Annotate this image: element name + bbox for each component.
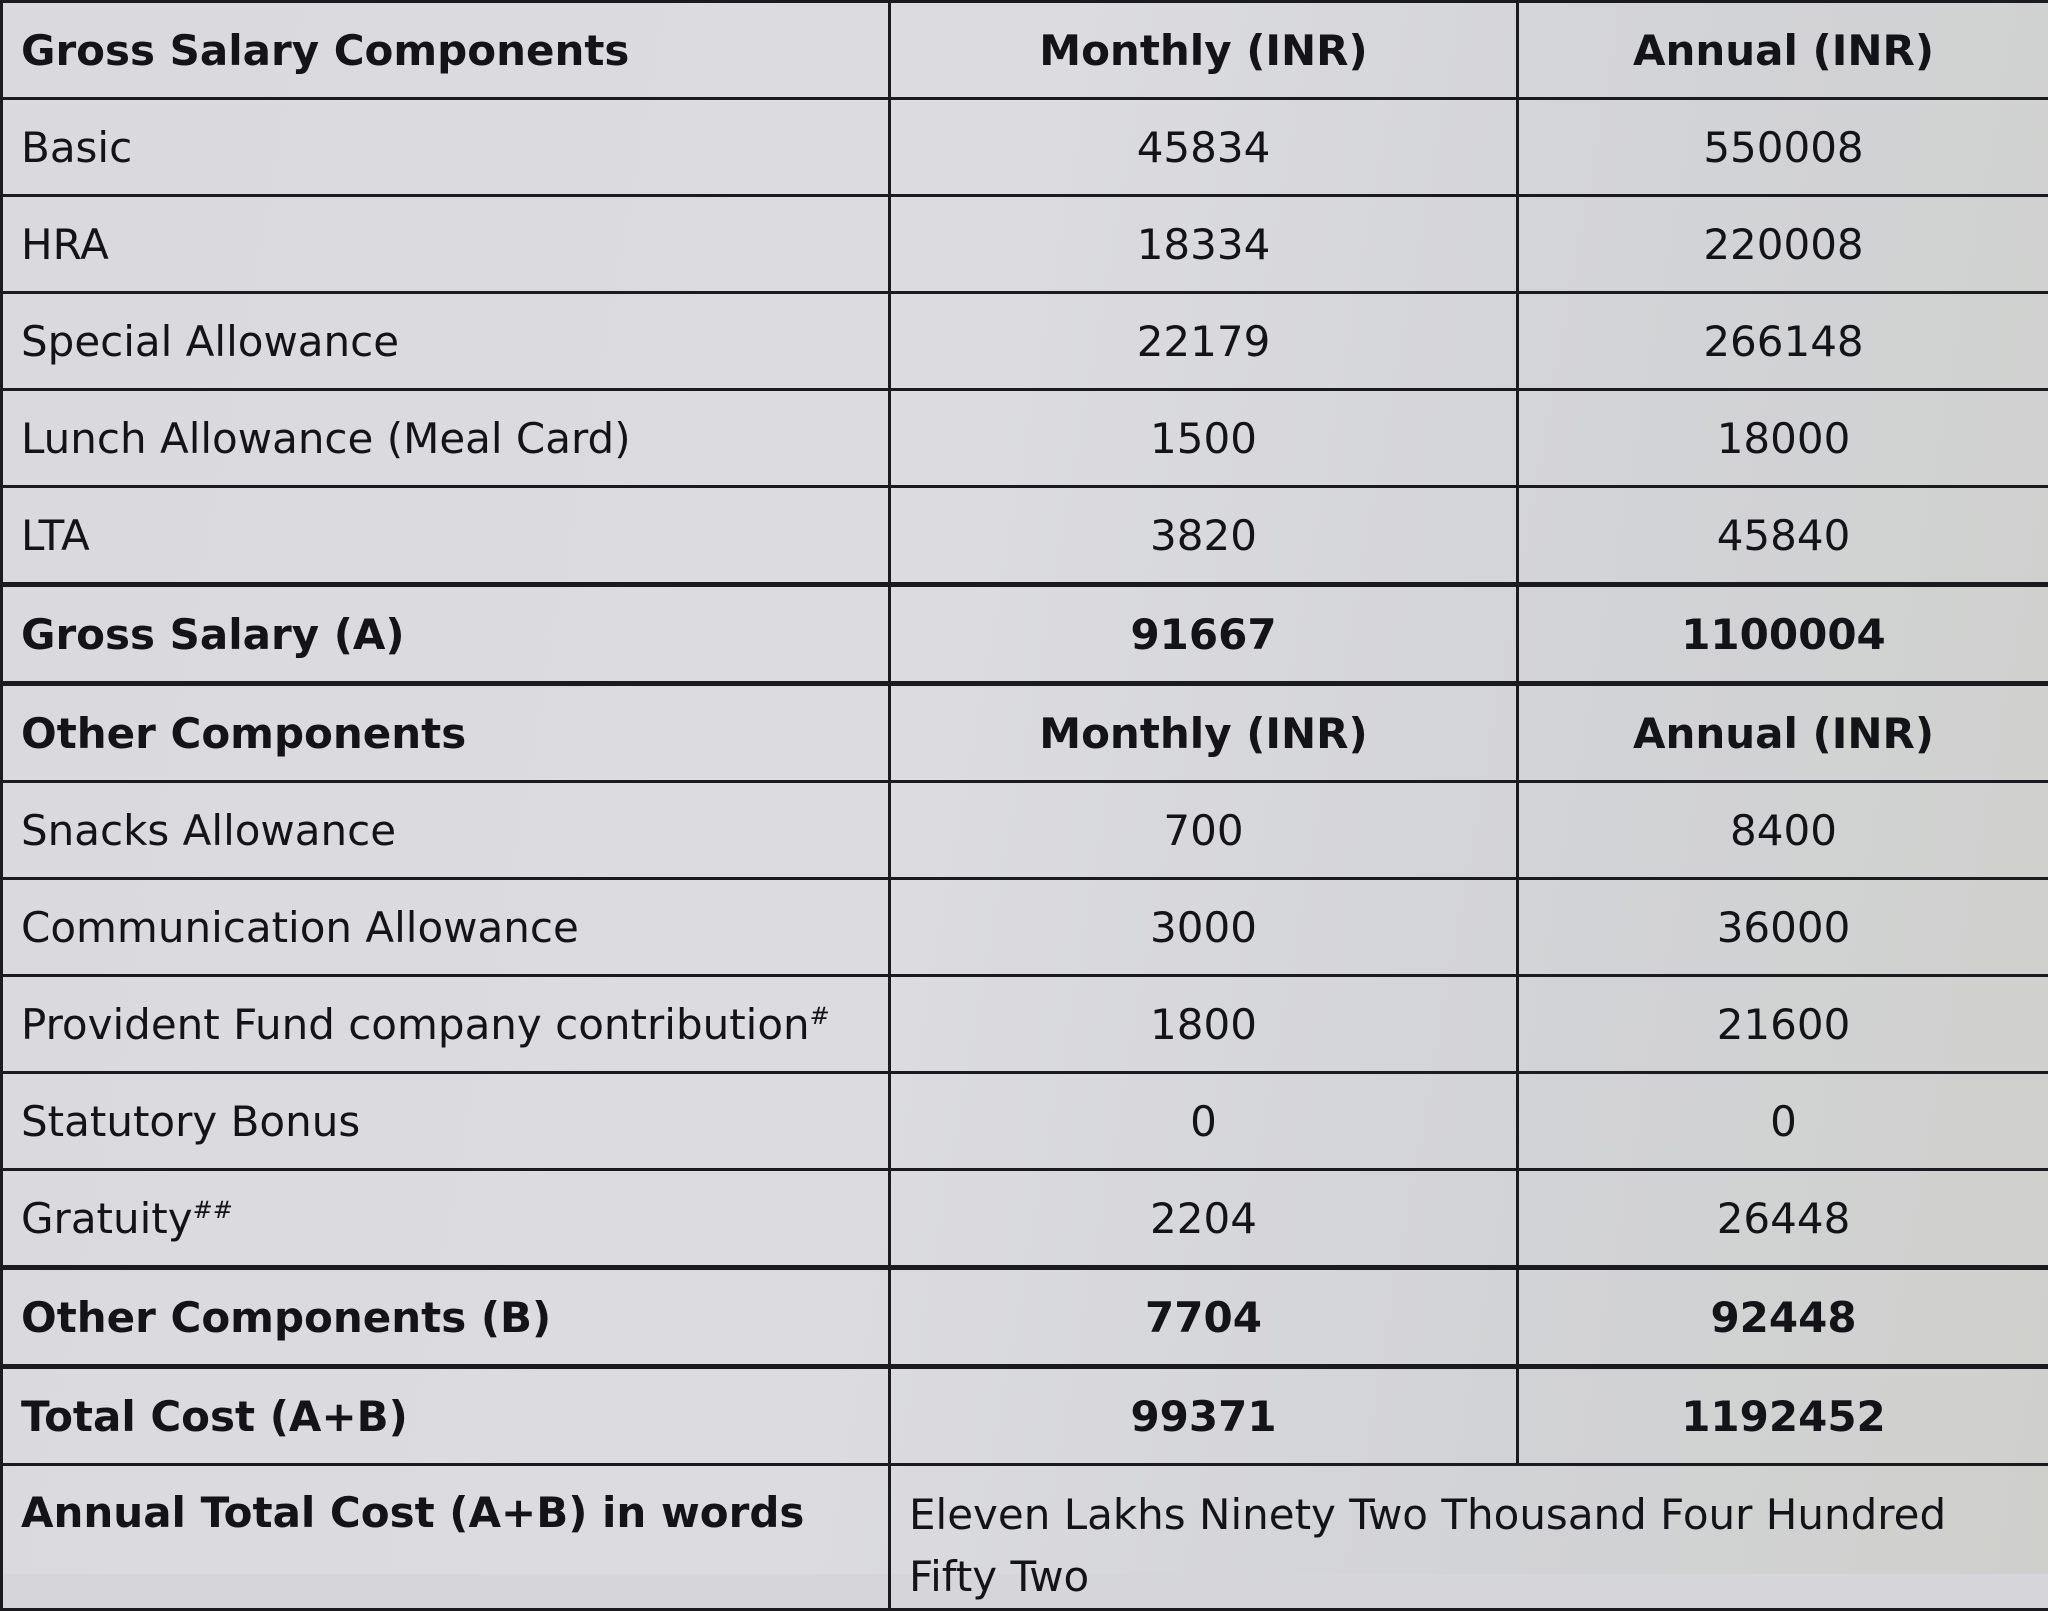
component-label: Basic: [2, 99, 890, 196]
monthly-value: 0: [890, 1073, 1518, 1170]
component-label: HRA: [2, 196, 890, 293]
gross-total-row: [2, 585, 2048, 684]
table-row: [2, 1170, 2048, 1268]
component-label: Special Allowance: [2, 293, 890, 390]
grand-total-label: Total Cost (A+B): [2, 1367, 890, 1465]
in-words-label: Annual Total Cost (A+B) in words: [2, 1465, 890, 1610]
gross-header-row: [2, 2, 2048, 99]
grand-total-annual: 1192452: [1518, 1367, 2048, 1465]
other-total-label: Other Components (B): [2, 1268, 890, 1367]
component-label: Statutory Bonus: [2, 1073, 890, 1170]
table-row: [2, 487, 2048, 585]
component-label: Lunch Allowance (Meal Card): [2, 390, 890, 487]
other-total-monthly: 7704: [890, 1268, 1518, 1367]
table-row: [2, 879, 2048, 976]
annual-value: 21600: [1518, 976, 2048, 1073]
table-row: [2, 782, 2048, 879]
component-label: Provident Fund company contribution: [21, 1000, 810, 1049]
table-row: [2, 196, 2048, 293]
footnote-mark: #: [810, 1002, 830, 1030]
annual-value: 220008: [1518, 196, 2048, 293]
other-total-annual: 92448: [1518, 1268, 2048, 1367]
table-row: [2, 293, 2048, 390]
component-label: Communication Allowance: [2, 879, 890, 976]
component-label: LTA: [2, 487, 890, 585]
monthly-value: 1800: [890, 976, 1518, 1073]
monthly-value: 18334: [890, 196, 1518, 293]
monthly-value: 700: [890, 782, 1518, 879]
annual-value: 0: [1518, 1073, 2048, 1170]
gross-total-annual: 1100004: [1518, 585, 2048, 684]
gross-total-label: Gross Salary (A): [2, 585, 890, 684]
grand-total-row: [2, 1367, 2048, 1465]
gross-header-monthly: Monthly (INR): [890, 2, 1518, 99]
footnote-mark: ##: [193, 1196, 233, 1224]
table-row: [2, 1073, 2048, 1170]
other-header-label: Other Components: [2, 684, 890, 782]
annual-value: 8400: [1518, 782, 2048, 879]
monthly-value: 45834: [890, 99, 1518, 196]
component-label-cell: [2, 1170, 890, 1268]
monthly-value: 3820: [890, 487, 1518, 585]
annual-value: 36000: [1518, 879, 2048, 976]
grand-total-monthly: 99371: [890, 1367, 1518, 1465]
other-header-annual: Annual (INR): [1518, 684, 2048, 782]
gross-total-monthly: 91667: [890, 585, 1518, 684]
monthly-value: 1500: [890, 390, 1518, 487]
other-header-monthly: Monthly (INR): [890, 684, 1518, 782]
annual-value: 550008: [1518, 99, 2048, 196]
component-label-cell: [2, 976, 890, 1073]
component-label: Gratuity: [21, 1194, 193, 1243]
in-words-value: Eleven Lakhs Ninety Two Thousand Four Hundred Fifty Two: [890, 1465, 2048, 1610]
monthly-value: 22179: [890, 293, 1518, 390]
gross-header-annual: Annual (INR): [1518, 2, 2048, 99]
table-row: [2, 976, 2048, 1073]
monthly-value: 2204: [890, 1170, 1518, 1268]
in-words-row: [2, 1465, 2048, 1610]
table-row: [2, 390, 2048, 487]
annual-value: 45840: [1518, 487, 2048, 585]
gross-header-label: Gross Salary Components: [2, 2, 890, 99]
annual-value: 266148: [1518, 293, 2048, 390]
table-row: [2, 99, 2048, 196]
annual-value: 18000: [1518, 390, 2048, 487]
monthly-value: 3000: [890, 879, 1518, 976]
other-total-row: [2, 1268, 2048, 1367]
other-header-row: [2, 684, 2048, 782]
component-label: Snacks Allowance: [2, 782, 890, 879]
annual-value: 26448: [1518, 1170, 2048, 1268]
